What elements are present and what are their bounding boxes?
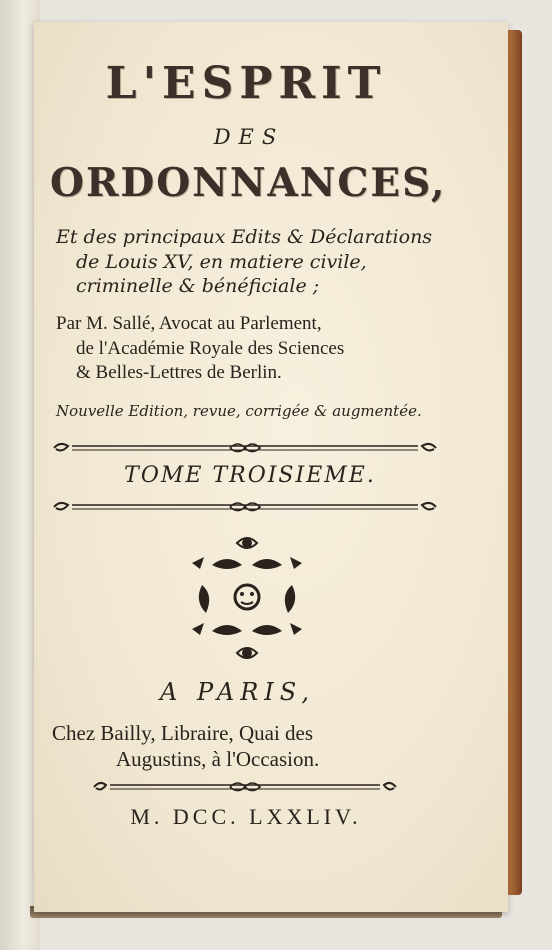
imprint-place: A PARIS, — [160, 678, 316, 706]
title-line-3: ORDONNANCES, — [50, 160, 447, 206]
scroll-rule-icon — [92, 780, 398, 794]
publisher-line-2: Augustins, à l'Occasion. — [116, 747, 320, 771]
imprint-date: M. DCC. LXXLIV. — [130, 804, 362, 829]
subtitle-line-2: de Louis XV, en matiere civile, — [76, 251, 367, 273]
author-line-2: de l'Académie Royale des Sciences — [76, 338, 345, 359]
author-line-1: Par M. Sallé, Avocat au Parlement, — [56, 313, 322, 334]
subtitle-line-3: criminelle & bénéficiale ; — [76, 275, 320, 297]
floral-mask-vignette-icon — [182, 535, 312, 663]
author-line-3: & Belles-Lettres de Berlin. — [76, 362, 282, 383]
subtitle-line-1: Et des principaux Edits & Déclarations — [56, 226, 433, 248]
title-line-2: DES — [213, 125, 285, 149]
scroll-rule-icon — [52, 500, 438, 514]
volume-title: TOME TROISIEME. — [124, 463, 376, 488]
scroll-rule-icon — [52, 441, 438, 455]
edition-note: Nouvelle Edition, revue, corrigée & augmentée. — [56, 402, 422, 420]
title-line-1: L'ESPRIT — [105, 58, 387, 109]
publisher-line-1: Chez Bailly, Libraire, Quai des — [52, 721, 314, 745]
